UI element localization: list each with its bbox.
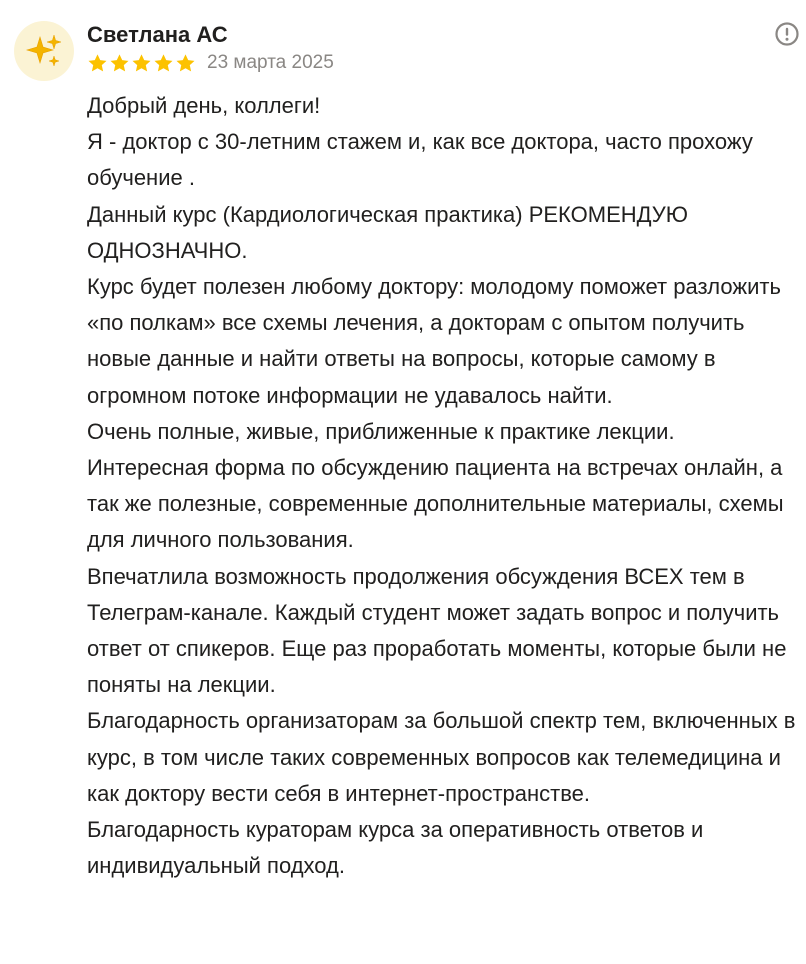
review-paragraph: Благодарность организаторам за большой спектр тем, включенных в курс, в том числе таких современных вопросов как телемедицина и как доктору вести себя в интернет-пространстве. [87, 708, 796, 806]
star-icon [131, 53, 152, 74]
star-icon [153, 53, 174, 74]
review-text [87, 88, 803, 884]
review-paragraph: Я - доктор с 30-летним стажем и, как все доктора, часто прохожу обучение . [87, 129, 753, 191]
star-icon [175, 53, 196, 74]
rating-stars [87, 53, 196, 74]
review-paragraph: Впечатлила возможность продолжения обсуждения ВСЕХ тем в Телеграм-канале. Каждый студент может задать вопрос и получить ответ от спикеров. Еще раз проработать моменты, которые были не поняты на лекции. [87, 563, 787, 698]
exclamation-circle-icon[interactable] [774, 21, 800, 47]
avatar[interactable] [14, 21, 74, 81]
review-date: 23 марта 2025 [207, 52, 334, 73]
review-paragraph: Благодарность кураторам курса за оперативность ответов и индивидуальный подход. [87, 817, 704, 879]
review-paragraph: Добрый день, коллеги! [87, 93, 321, 118]
author-name[interactable]: Светлана АС [87, 22, 228, 47]
review-meta [87, 51, 334, 75]
review-paragraph: Очень полные, живые, приближенные к практике лекции. [87, 418, 675, 444]
star-icon [109, 53, 130, 74]
sparkles-icon [24, 31, 64, 71]
review-paragraph: Данный курс (Кардиологическая практика) РЕКОМЕНДУЮ ОДНОЗНАЧНО. [87, 201, 688, 263]
review-paragraph: Курс будет полезен любому доктору: молодому поможет разложить «по полкам» все схемы лечения, а докторам с опытом получить новые данные и найти ответы на вопросы, которые самому в огромном потоке информации не удавалось найти. [87, 274, 781, 408]
star-icon [87, 53, 108, 74]
review-paragraph: Интересная форма по обсуждению пациента на встречах онлайн, а так же полезные, современные дополнительные материалы, схемы для личного пользования. [87, 455, 784, 553]
